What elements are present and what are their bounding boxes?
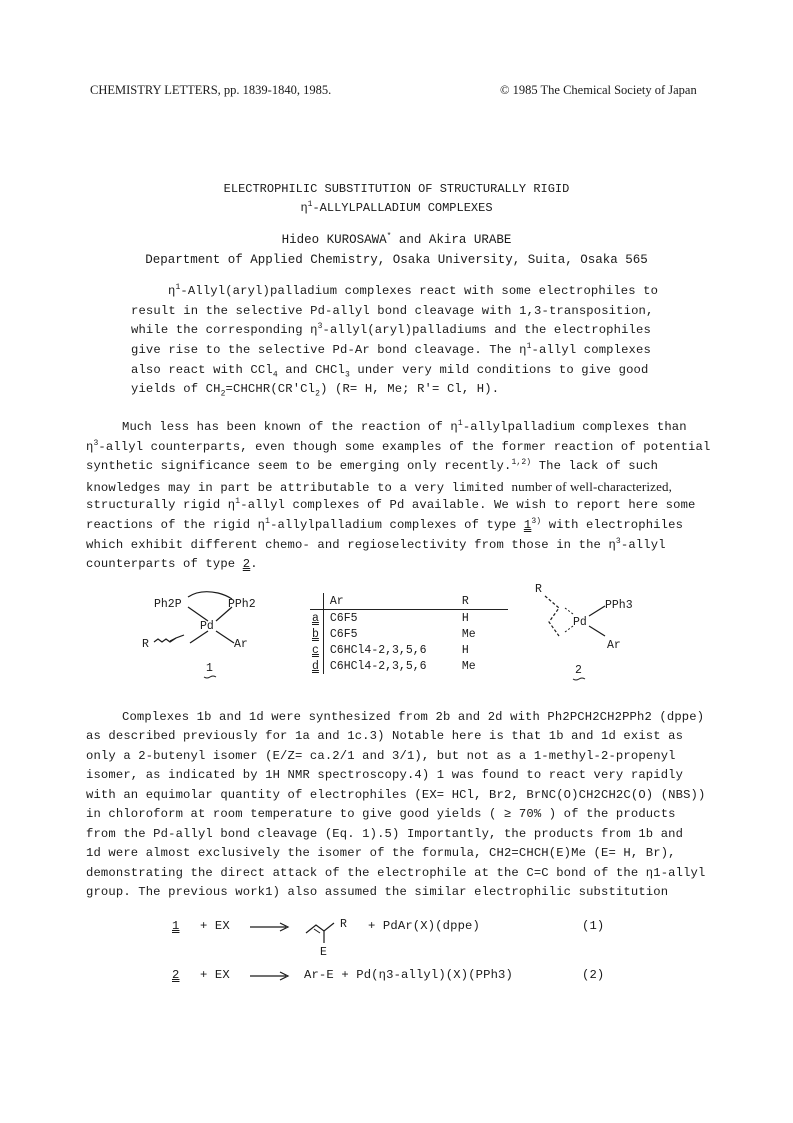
table-row: b C6F5 Me xyxy=(312,628,476,641)
struct2-number: 2 xyxy=(575,664,582,677)
struct1-pph2: PPh2 xyxy=(228,598,256,611)
table-row: c C6HCl4-2,3,5,6 H xyxy=(312,644,469,657)
structure-1-diagram xyxy=(130,585,290,695)
struct1-r: R xyxy=(142,638,149,651)
journal-citation: CHEMISTRY LETTERS, pp. 1839-1840, 1985. xyxy=(90,83,332,97)
paper-title-line1: ELECTROPHILIC SUBSTITUTION OF STRUCTURALLY RIGID xyxy=(223,182,570,196)
table-header xyxy=(310,593,508,610)
table-row: a C6F5 H xyxy=(310,610,508,627)
eq1-product-e: E xyxy=(320,946,327,959)
eq1-reactant: 1 xyxy=(172,919,180,933)
eq1-arrow-and-product xyxy=(248,917,378,963)
struct1-number: 1 xyxy=(206,662,213,675)
eq1-product-r: R xyxy=(340,918,347,931)
copyright-notice: © 1985 The Chemical Society of Japan xyxy=(500,83,697,97)
eq1-plus-ex: + EX xyxy=(200,919,230,933)
corresponding-author-mark: * xyxy=(386,231,392,241)
struct2-pph3: PPh3 xyxy=(605,599,633,612)
eq2-products: Ar-E + Pd(η3-allyl)(X)(PPh3) xyxy=(304,968,513,982)
paper-title-line2: $\eta^1$-ALLYLPALLADIUM COMPLEXES xyxy=(300,200,493,215)
eq1-number: (1) xyxy=(582,919,605,933)
eq2-plus-ex: + EX xyxy=(200,968,230,982)
author-name: Akira URABE xyxy=(428,233,512,247)
struct1-ar: Ar xyxy=(234,638,248,651)
author-line: Hideo KUROSAWA* and Akira URABE xyxy=(281,231,512,247)
struct2-ar: Ar xyxy=(607,639,621,652)
eq1-byproduct: + PdAr(X)(dppe) xyxy=(368,919,480,933)
struct1-pd: Pd xyxy=(200,620,214,633)
complex-table xyxy=(310,593,508,674)
struct1-ph2p: Ph2P xyxy=(154,598,182,611)
struct2-r: R xyxy=(535,583,542,596)
structure-2-diagram xyxy=(525,578,675,693)
eq2-arrow xyxy=(248,966,294,986)
struct2-pd: Pd xyxy=(573,616,587,629)
affiliation: Department of Applied Chemistry, Osaka University, Suita, Osaka 565 xyxy=(145,253,648,267)
table-header-ar: Ar xyxy=(323,593,456,610)
eq2-reactant: 2 xyxy=(172,968,180,982)
table-header-r: R xyxy=(456,593,508,610)
eq2-number: (2) xyxy=(582,968,605,982)
author-name: Hideo KUROSAWA xyxy=(281,233,387,247)
table-row: d C6HCl4-2,3,5,6 Me xyxy=(312,660,476,673)
